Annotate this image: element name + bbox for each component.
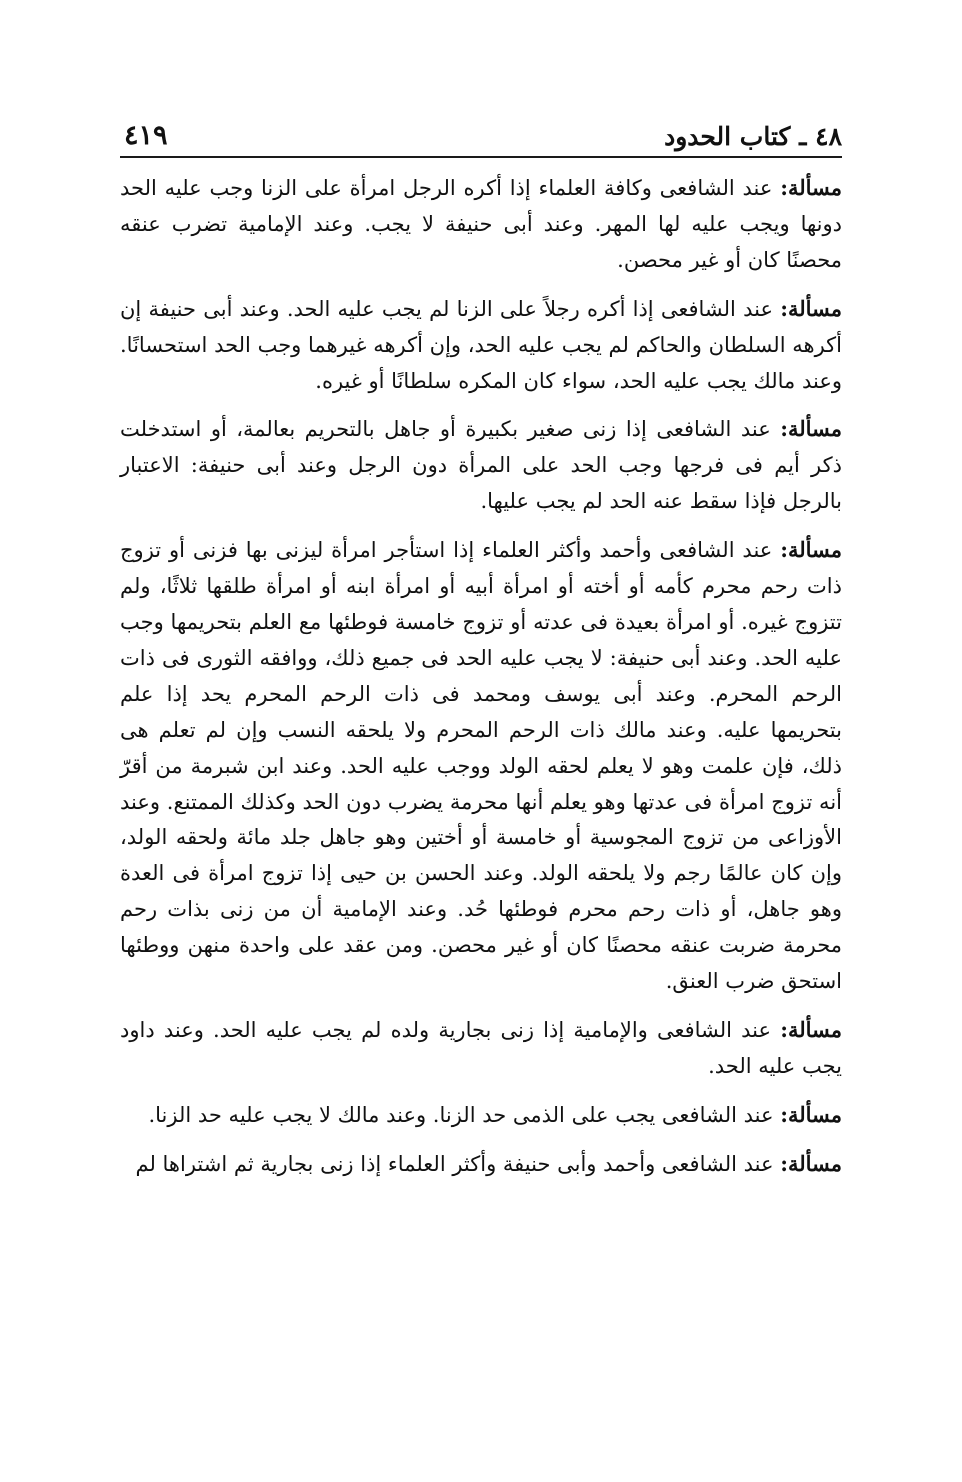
paragraph-label: مسألة:	[780, 1150, 842, 1176]
paragraph-text: عند الشافعى وأحمد وأبى حنيفة وأكثر العلماء إذا زنى بجارية ثم اشتراها لم	[135, 1151, 781, 1176]
paragraph-text: عند الشافعى وكافة العلماء إذا أكره الرجل امرأة على الزنا وجب عليه الحد دونها ويجب عليه لها المهر. وعند أبى حنيفة لا يجب. وعند الإمامية تضرب عنقه محصنًا كان أو غير محصن.	[120, 176, 842, 272]
page-number: ٤١٩	[124, 120, 168, 151]
chapter-title: ٤٨ ـ كتاب الحدود	[664, 122, 842, 151]
paragraph-label: مسألة:	[780, 537, 842, 563]
paragraph-text: عند الشافعى وأحمد وأكثر العلماء إذا استأجر امرأة ليزنى بها فزنى أو تزوج ذات رحم محرم كأمه أو أخته أو امرأة أبيه أو امرأة ابنه أو امرأة طلقها ثلاثًا، ولم تتزوج غيره. أو امرأة بعيدة فى عدته أو تزوج خامسة فوطئها مع العلم بتحريمها وجب عليه الحد. وعند أبى حنيفة: لا يجب عليه الحد فى جميع ذلك، ووافقه الثورى فى ذات الرحم المحرم. وعند أبى يوسف ومحمد فى ذات الرحم المحرم يحد إذا علم بتحريمها عليه. وعند مالك ذات الرحم المحرم ولا يلحقه النسب وإن لم تعلم هى ذلك، فإن علمت وهو لا يعلم لحقه الولد ووجب عليه الحد. وعند ابن شبرمة من أقرّ أنه تزوج امرأة فى عدتها وهو يعلم أنها محرمة يضرب دون الحد وكذلك الممتنع. وعند الأوزاعى من تزوج المجوسية أو خامسة أو أختين وهو جاهل جلد مائة ولحقه الولد، وإن كان عالمًا رجم ولا يلحقه الولد. وعند الحسن بن حيى إذا تزوج امرأة فى العدة وهو جاهل، أو ذات رحم محرم فوطئها حُد. وعند الإمامية أن من زنى بذات رحم محرمة ضربت عنقه محصنًا كان أو غير محصن. ومن عقد على واحدة منهن ووطئها استحق ضرب العنق.	[120, 538, 842, 994]
paragraph-text: عند الشافعى والإمامية إذا زنى بجارية ولده لم يجب عليه الحد. وعند داود يجب عليه الحد.	[120, 1017, 842, 1078]
paragraph-text: عند الشافعى إذا أكره رجلاً على الزنا لم يجب عليه الحد. وعند أبى حنيفة إن أكرهه السلطان والحاكم لم يجب عليه الحد، وإن أكرهه غيرهما وجب الحد استحسانًا. وعند مالك يجب عليه الحد، سواء كان المكره سلطانًا أو غيره.	[120, 296, 842, 393]
paragraph	[120, 532, 842, 1000]
paragraph-label: مسألة:	[780, 175, 842, 200]
paragraph-label: مسألة:	[780, 295, 842, 321]
paragraph-label: مسألة:	[780, 416, 842, 442]
running-header	[120, 118, 842, 158]
paragraph-text: عند الشافعى إذا زنى صغير بكبيرة أو جاهل بالتحريم بعالمة، أو استدخلت ذكر أيم فى فرجها وجب الحد على المرأة دون الرجل وعند أبى حنيفة: الاعتبار بالرجل فإذا سقط عنه الحد لم يجب عليها.	[120, 417, 842, 514]
paragraph	[120, 411, 842, 520]
paragraph-text: عند الشافعى يجب على الذمى حد الزنا. وعند مالك لا يجب عليه حد الزنا.	[148, 1102, 781, 1127]
paragraph	[120, 1146, 842, 1183]
paragraph	[120, 291, 842, 400]
paragraph-label: مسألة:	[780, 1101, 842, 1127]
paragraph	[120, 1097, 842, 1134]
paragraph	[120, 1012, 842, 1085]
paragraph	[120, 170, 842, 279]
paragraph-label: مسألة:	[780, 1016, 842, 1042]
page-body	[120, 170, 842, 1195]
header-divider	[120, 156, 842, 158]
